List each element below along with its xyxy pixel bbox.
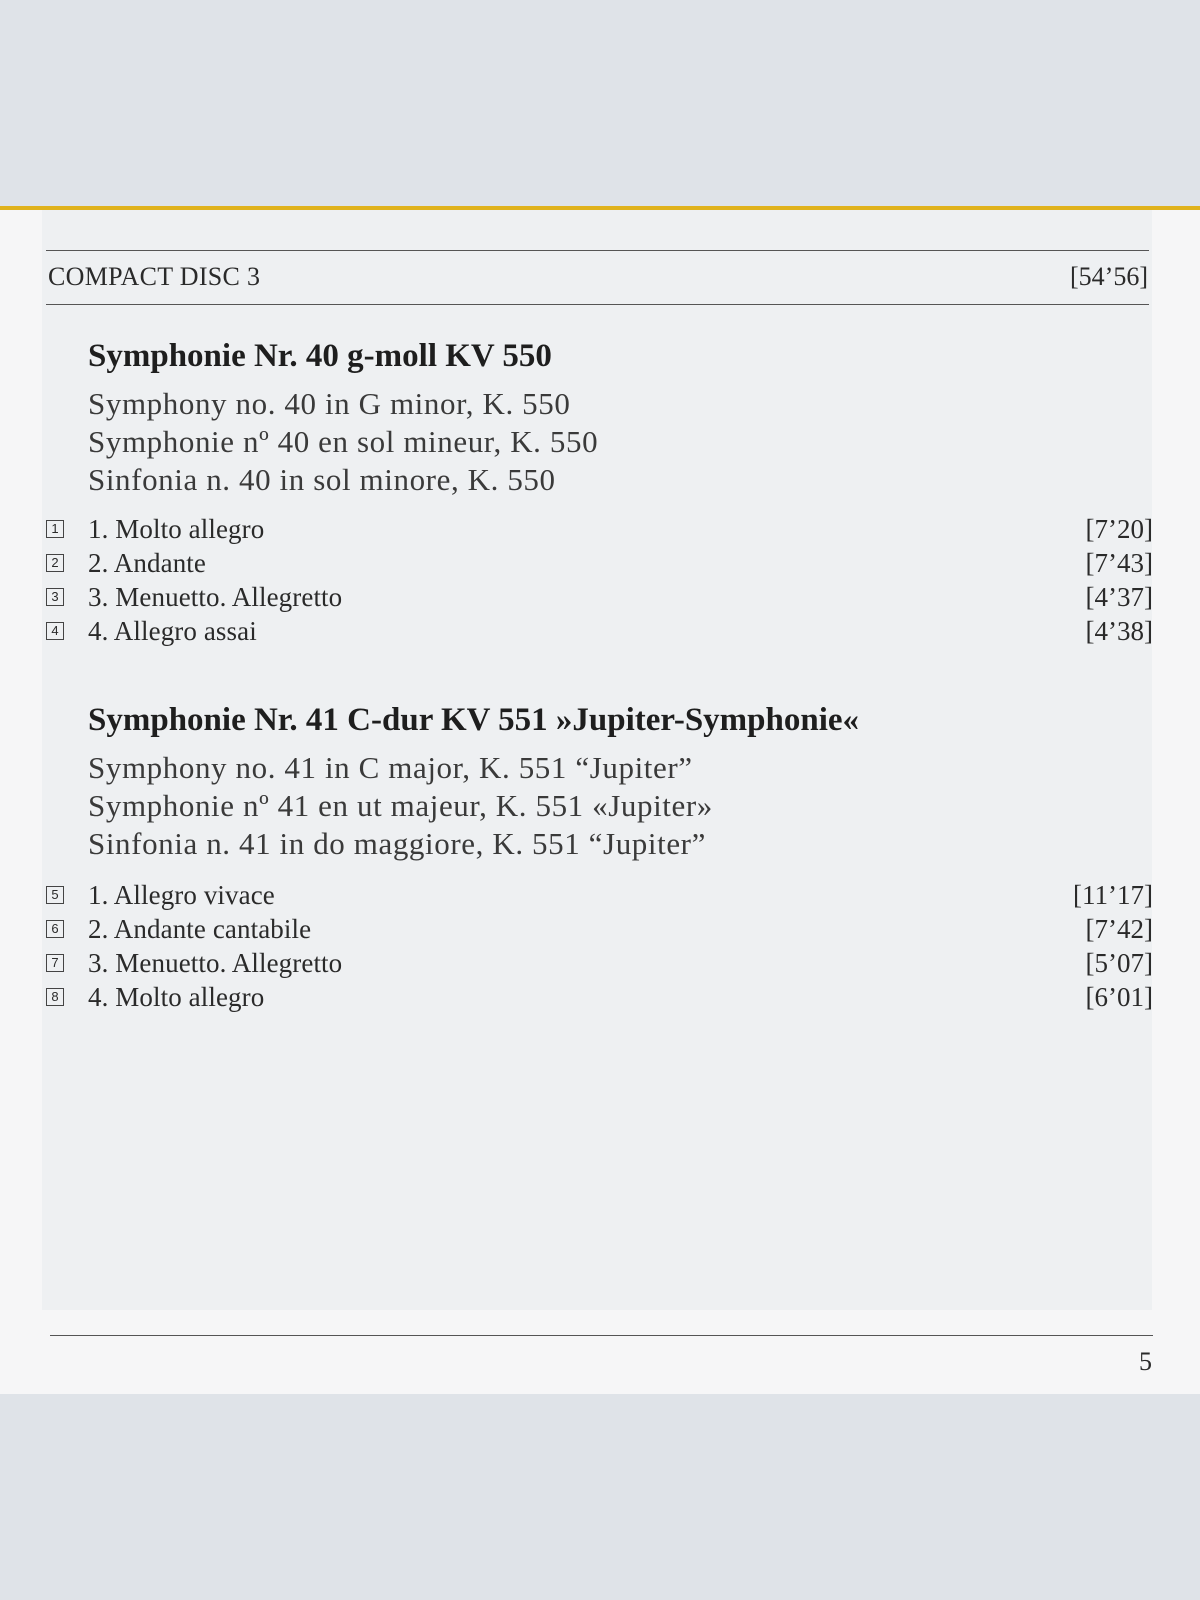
track-number-box: 4 bbox=[46, 622, 64, 640]
track-row bbox=[46, 912, 1153, 946]
work-symphony-40 bbox=[88, 338, 1153, 499]
track-title: 2. Andante bbox=[88, 548, 206, 578]
track-number-box: 6 bbox=[46, 920, 64, 938]
track-time: [4’37] bbox=[1085, 582, 1153, 612]
work-title: Symphonie Nr. 41 C-dur KV 551 »Jupiter-Symphonie« bbox=[88, 702, 860, 738]
track-row bbox=[46, 878, 1153, 912]
track-number-box: 2 bbox=[46, 554, 64, 572]
track-title: 1. Allegro vivace bbox=[88, 880, 275, 910]
top-rule bbox=[46, 250, 1149, 251]
booklet-page bbox=[0, 206, 1200, 1394]
work-symphony-41 bbox=[88, 702, 1153, 863]
work-subtitle-fr: Symphonie nº 40 en sol mineur, K. 550 bbox=[88, 424, 599, 459]
track-time: [4’38] bbox=[1085, 616, 1153, 646]
work-subtitle-en: Symphony no. 41 in C major, K. 551 “Jupiter” bbox=[88, 750, 693, 785]
track-time: [7’43] bbox=[1085, 548, 1153, 578]
track-title: 3. Menuetto. Allegretto bbox=[88, 582, 343, 612]
track-title: 1. Molto allegro bbox=[88, 514, 265, 544]
track-list-symphony-40 bbox=[46, 512, 1153, 648]
work-subtitle-en: Symphony no. 40 in G minor, K. 550 bbox=[88, 386, 571, 421]
work-subtitle-fr: Symphonie nº 41 en ut majeur, K. 551 «Jupiter» bbox=[88, 788, 713, 823]
track-time: [11’17] bbox=[1073, 880, 1153, 910]
track-time: [7’20] bbox=[1085, 514, 1153, 544]
track-title: 4. Allegro assai bbox=[88, 616, 257, 646]
track-number-box: 8 bbox=[46, 988, 64, 1006]
track-title: 2. Andante cantabile bbox=[88, 914, 312, 944]
track-row bbox=[46, 580, 1153, 614]
track-row bbox=[46, 512, 1153, 546]
page-number: 5 bbox=[1139, 1347, 1152, 1376]
work-title: Symphonie Nr. 40 g-moll KV 550 bbox=[88, 338, 552, 374]
track-row bbox=[46, 980, 1153, 1014]
track-time: [6’01] bbox=[1085, 982, 1153, 1012]
track-number-box: 1 bbox=[46, 520, 64, 538]
track-row bbox=[46, 546, 1153, 580]
track-title: 3. Menuetto. Allegretto bbox=[88, 948, 343, 978]
track-title: 4. Molto allegro bbox=[88, 982, 265, 1012]
track-row bbox=[46, 946, 1153, 980]
track-number-box: 5 bbox=[46, 886, 64, 904]
header-rule bbox=[46, 304, 1149, 305]
track-number-box: 7 bbox=[46, 954, 64, 972]
track-number-box: 3 bbox=[46, 588, 64, 606]
track-time: [5’07] bbox=[1085, 948, 1153, 978]
work-subtitle-it: Sinfonia n. 40 in sol minore, K. 550 bbox=[88, 462, 556, 497]
track-time: [7’42] bbox=[1085, 914, 1153, 944]
footer-rule bbox=[50, 1335, 1153, 1336]
track-list-symphony-41 bbox=[46, 878, 1153, 1014]
disc-title: COMPACT DISC 3 bbox=[48, 262, 261, 291]
work-subtitle-it: Sinfonia n. 41 in do maggiore, K. 551 “Jupiter” bbox=[88, 826, 706, 861]
track-row bbox=[46, 614, 1153, 648]
disc-total-time: [54’56] bbox=[1070, 262, 1148, 291]
